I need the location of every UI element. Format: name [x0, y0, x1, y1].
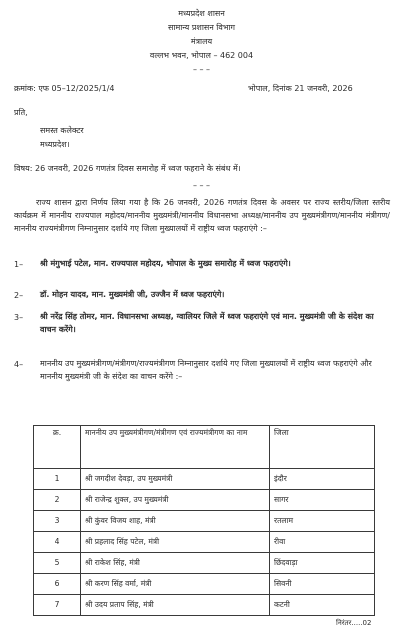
- point-text: माननीय उप मुख्यमंत्रीगण/मंत्रीगण/राज्यमंत्रीगण निम्नानुसार दर्शाये गए जिला मुख्यालयों में राष्ट्रीय ध्वज फहराएंगे और माननीय मुख्यमंत्री जी के संदेश का वाचन करेंगे :–: [40, 359, 372, 381]
- table-row: [34, 574, 375, 595]
- recipient-name: समस्त कलेक्टर: [40, 126, 84, 135]
- table-header-row: [34, 426, 375, 469]
- header-government: मध्यप्रदेश शासन: [178, 9, 225, 18]
- cell-district: छिंदवाड़ा: [270, 553, 375, 574]
- point-number: 1–: [14, 260, 24, 269]
- cell-serial: 4: [34, 532, 81, 553]
- cell-serial: 1: [34, 469, 81, 490]
- cell-serial: 2: [34, 490, 81, 511]
- header-serial: क्र.: [34, 426, 81, 469]
- continuation-note: निरंतर.....02: [336, 619, 372, 627]
- header-separator: – – –: [192, 65, 211, 74]
- intro-paragraph: राज्य शासन द्वारा निर्णय लिया गया है कि 26 जनवरी, 2026 गणतंत्र दिवस के अवसर पर राज्य स्तरीय/जिला स्तरीय कार्यक्रम में माननीय राज्यपाल महोदय/माननीय मुख्यमंत्री/माननीय विधानसभा अध्यक्ष/माननीय उप मुख्यमंत्रीगण/माननीय मंत्रीगण/माननीय राज्यमंत्रीगण निम्नानुसार दर्शाये गए जिला मुख्यालयों में राष्ट्रीय ध्वज फहराएंगे :–: [14, 198, 390, 233]
- point-text: श्री मंगुभाई पटेल, मान. राज्यपाल महोदय, भोपाल के मुख्य समारोह में ध्वज फहराएंगे।: [40, 259, 291, 268]
- header-department: सामान्य प्रशासन विभाग: [167, 23, 236, 32]
- cell-name: श्री जगदीश देवड़ा, उप मुख्यमंत्री: [81, 469, 270, 490]
- order-number: क्रमांक: एफ 05–12/2025/1/4: [14, 84, 115, 93]
- cell-name: श्री प्रहलाद सिंह पटेल, मंत्री: [81, 532, 270, 553]
- recipient-prati: प्रति,: [14, 108, 28, 117]
- point-text: श्री नरेंद्र सिंह तोमर, मान. विधानसभा अध्यक्ष, ग्वालियर जिले में ध्वज फहराएंगे एवं मान. मुख्यमंत्री जी के संदेश का वाचन करेंगे।: [40, 312, 374, 334]
- cell-district: रतलाम: [270, 511, 375, 532]
- subject-line: विषय: 26 जनवरी, 2026 गणतंत्र दिवस समारोह में ध्वज फहराने के संबंध में।: [14, 164, 241, 173]
- point-text: डॉ. मोहन यादव, मान. मुख्यमंत्री जी, उज्जैन में ध्वज फहराएंगे।: [40, 290, 225, 299]
- header-address: वल्लभ भवन, भोपाल – 462 004: [149, 51, 254, 60]
- cell-district: कटनी: [270, 595, 375, 616]
- cell-name: श्री राजेन्द्र शुक्ल, उप मुख्यमंत्री: [81, 490, 270, 511]
- cell-district: सिवनी: [270, 574, 375, 595]
- point-number: 4–: [14, 360, 24, 369]
- cell-district: रीवा: [270, 532, 375, 553]
- header-district: जिला: [270, 426, 375, 469]
- order-place-date: भोपाल, दिनांक 21 जनवरी, 2026: [248, 84, 353, 93]
- cell-district: इंदौर: [270, 469, 375, 490]
- cell-name: श्री उदय प्रताप सिंह, मंत्री: [81, 595, 270, 616]
- cell-serial: 3: [34, 511, 81, 532]
- table-row: [34, 469, 375, 490]
- table-row: [34, 595, 375, 616]
- table-row: [34, 532, 375, 553]
- table-row: [34, 490, 375, 511]
- table-row: [34, 553, 375, 574]
- cell-name: श्री राकेश सिंह, मंत्री: [81, 553, 270, 574]
- table-row: [34, 511, 375, 532]
- header-name: माननीय उप मुख्यमंत्रीगण/मंत्रीगण एवं राज्यमंत्रीगण का नाम: [81, 426, 270, 469]
- subject-separator: – – –: [192, 181, 211, 190]
- ministers-table: [33, 425, 375, 616]
- recipient-state: मध्यप्रदेश।: [40, 140, 70, 149]
- header-ministry: मंत्रालय: [190, 37, 213, 46]
- cell-serial: 6: [34, 574, 81, 595]
- cell-serial: 5: [34, 553, 81, 574]
- cell-district: सागर: [270, 490, 375, 511]
- point-number: 3–: [14, 313, 24, 322]
- point-number: 2–: [14, 291, 24, 300]
- cell-name: श्री करण सिंह वर्मा, मंत्री: [81, 574, 270, 595]
- cell-name: श्री कुंवर विजय शाह, मंत्री: [81, 511, 270, 532]
- cell-serial: 7: [34, 595, 81, 616]
